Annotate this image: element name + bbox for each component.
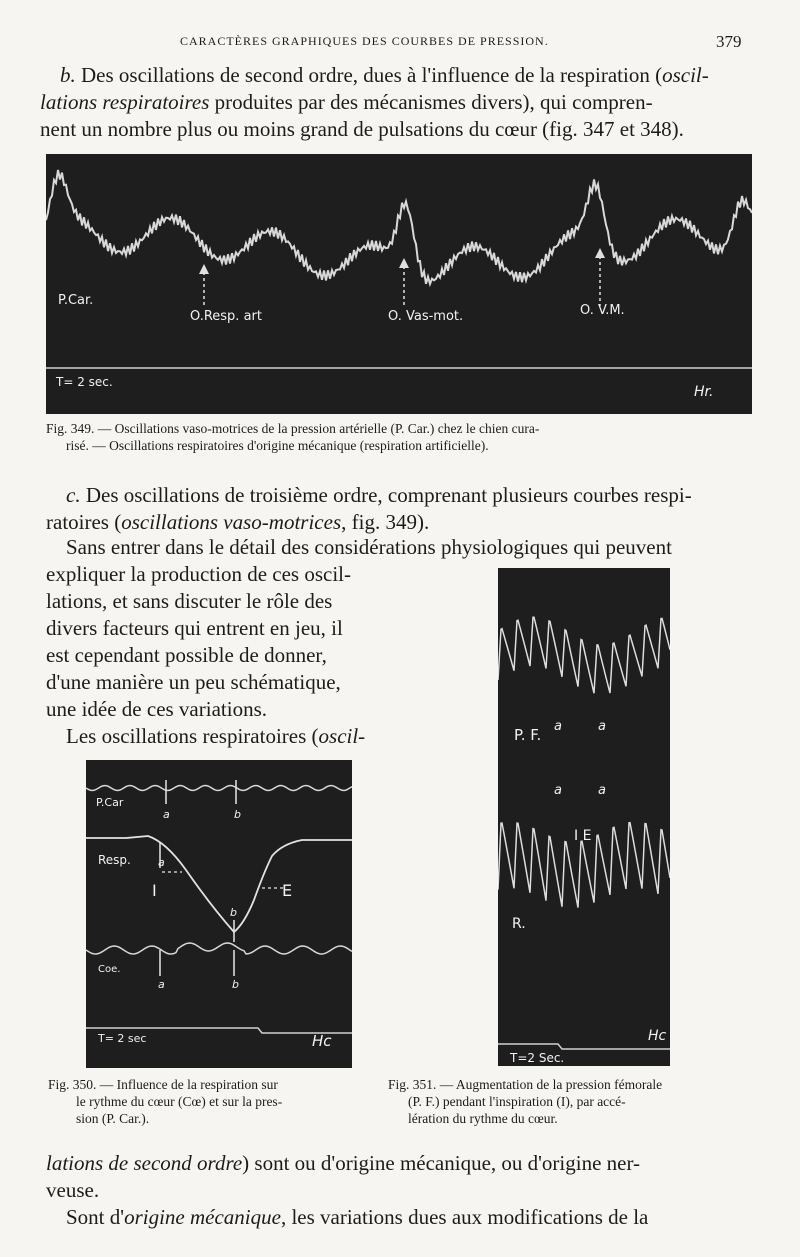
- paragraph-sans-line-1: Sans entrer dans le détail des considérations physiologiques qui peuvent: [66, 535, 672, 559]
- svg-text:Coe.: Coe.: [98, 964, 121, 975]
- label-vm: O. V.M.: [580, 303, 625, 318]
- svg-text:R.: R.: [512, 916, 526, 932]
- running-title: CARACTÈRES GRAPHIQUES DES COURBES DE PRESSION.: [180, 34, 549, 48]
- signature-349: Hr.: [694, 384, 714, 400]
- svg-text:a: a: [163, 808, 170, 821]
- svg-text:I E: I E: [574, 828, 592, 844]
- svg-text:a: a: [598, 783, 606, 798]
- svg-text:P.Car: P.Car: [96, 796, 124, 809]
- paragraph-b-line-1: b. Des oscillations de second ordre, dues à l'influence de la respiration (oscil-: [60, 63, 709, 87]
- paragraph-c-line-1: c. Des oscillations de troisième ordre, comprenant plusieurs courbes respi-: [66, 483, 692, 507]
- figure-351-tracing: [498, 568, 670, 1066]
- paragraph-b-line-3: nent un nombre plus ou moins grand de pulsations du cœur (fig. 347 et 348).: [40, 117, 684, 141]
- paragraph-end-line-1: lations de second ordre) sont ou d'origine mécanique, ou d'origine ner-: [46, 1151, 641, 1175]
- caption-350-line-2: le rythme du cœur (Cœ) et sur la pres-: [76, 1094, 283, 1109]
- label-resp-art: O.Resp. art: [190, 309, 262, 324]
- caption-349-line-1: Fig. 349. — Oscillations vaso-motrices de la pression artérielle (P. Car.) chez le chien cura-: [46, 421, 540, 436]
- paragraph-sans-line-6: d'une manière un peu schématique,: [46, 670, 341, 694]
- figure-349-tracing: [46, 154, 752, 414]
- paragraph-b-line-2: lations respiratoires produites par des mécanismes divers), qui compren-: [40, 90, 653, 114]
- label-time-349: T= 2 sec.: [56, 375, 113, 389]
- svg-text:b: b: [232, 978, 239, 991]
- paragraph-sans-line-4: divers facteurs qui entrent en jeu, il: [46, 616, 343, 640]
- svg-text:Resp.: Resp.: [98, 853, 131, 867]
- paragraph-sans-line-5: est cependant possible de donner,: [46, 643, 327, 667]
- svg-text:Hc: Hc: [312, 1032, 332, 1050]
- paragraph-c-line-2: ratoires (oscillations vaso-motrices, fig. 349).: [46, 510, 430, 534]
- caption-349-line-2: risé. — Oscillations respiratoires d'origine mécanique (respiration artificielle).: [66, 438, 489, 453]
- svg-text:a: a: [554, 719, 562, 734]
- paragraph-end-line-3: Sont d'origine mécanique, les variations dues aux modifications de la: [66, 1205, 649, 1229]
- caption-350-line-1: Fig. 350. — Influence de la respiration sur: [48, 1077, 278, 1092]
- svg-text:a: a: [158, 978, 165, 991]
- svg-text:T=2 Sec.: T=2 Sec.: [510, 1051, 565, 1065]
- paragraph-end-line-2: veuse.: [46, 1178, 100, 1202]
- paragraph-sans-line-7: une idée de ces variations.: [46, 697, 267, 721]
- caption-351-line-3: lération du rythme du cœur.: [408, 1111, 558, 1126]
- svg-text:a: a: [554, 783, 562, 798]
- page-number: 379: [716, 32, 742, 51]
- label-vas-mot: O. Vas-mot.: [388, 309, 464, 324]
- svg-text:T= 2 sec: T= 2 sec: [98, 1032, 147, 1045]
- caption-351-line-1: Fig. 351. — Augmentation de la pression fémorale: [388, 1077, 663, 1092]
- paragraph-sans-line-3: lations, et sans discuter le rôle des: [46, 589, 333, 613]
- svg-text:E: E: [282, 881, 293, 900]
- label-pcar: P.Car.: [58, 293, 94, 308]
- caption-351-line-2: (P. F.) pendant l'inspiration (I), par accé-: [408, 1094, 626, 1109]
- svg-text:b: b: [230, 906, 237, 919]
- svg-text:b: b: [234, 808, 241, 821]
- svg-text:a: a: [598, 719, 606, 734]
- paragraph-sans-line-2: expliquer la production de ces oscil-: [46, 562, 351, 586]
- svg-text:I: I: [152, 881, 157, 900]
- caption-350-line-3: sion (P. Car.).: [76, 1111, 150, 1126]
- paragraph-sans-line-8: Les oscillations respiratoires (oscil-: [66, 724, 366, 748]
- svg-text:a: a: [158, 856, 165, 869]
- figure-350-tracing: [86, 760, 352, 1068]
- svg-text:Hc: Hc: [648, 1028, 667, 1044]
- svg-text:P. F.: P. F.: [514, 726, 542, 744]
